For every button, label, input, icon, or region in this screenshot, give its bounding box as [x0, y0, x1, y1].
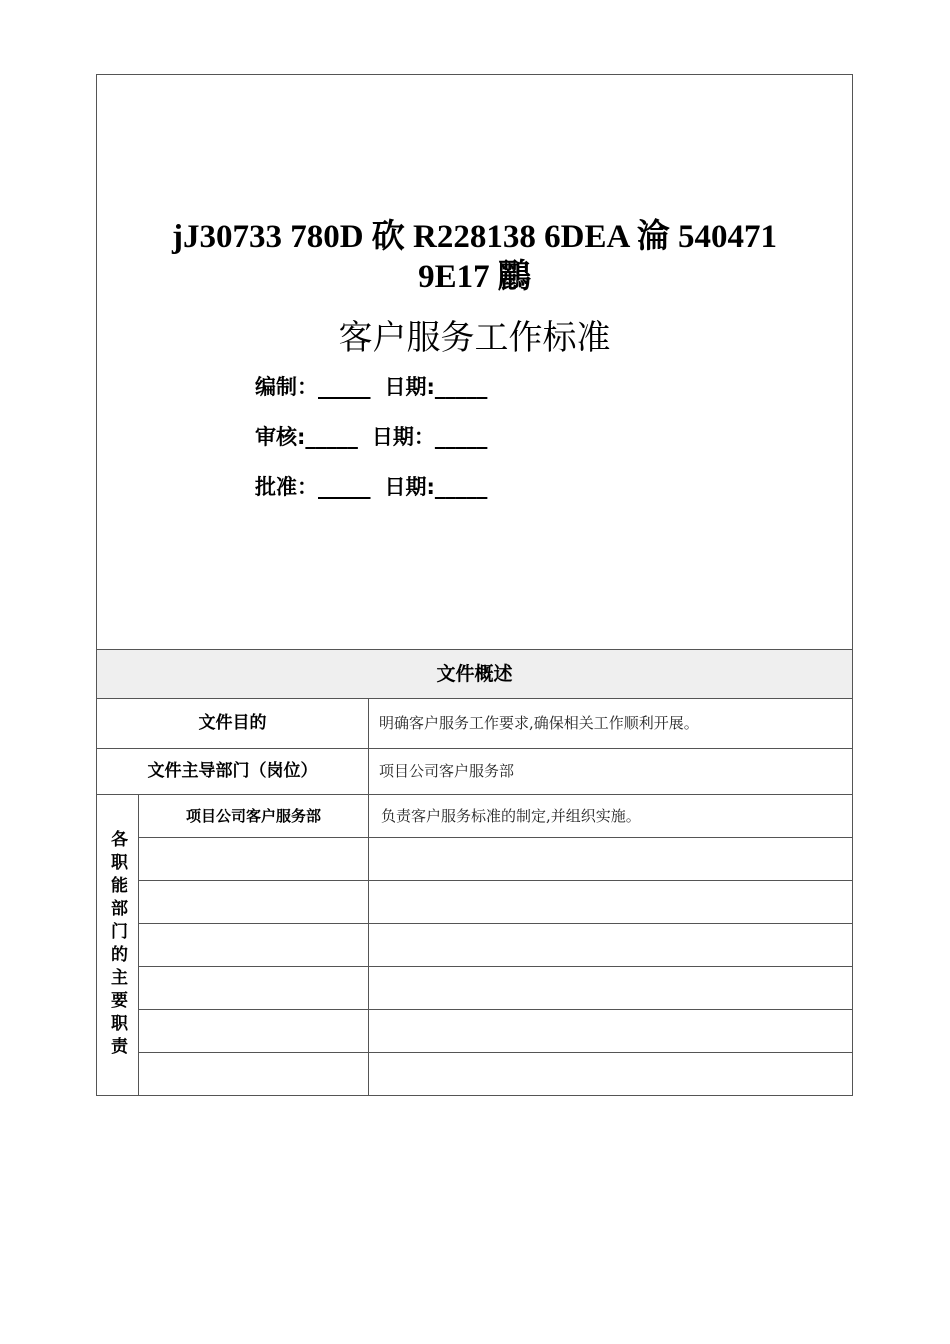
dept-cell [139, 924, 369, 966]
purpose-value: 明确客户服务工作要求,确保相关工作顺利开展。 [379, 714, 699, 732]
duty-cell [369, 881, 852, 923]
dept-cell [139, 1010, 369, 1052]
table-row [139, 967, 852, 1010]
dept-cell [139, 967, 369, 1009]
compile-date-field: 日期:_____ [384, 375, 488, 399]
table-row [139, 1053, 852, 1095]
table-row [139, 795, 852, 838]
duties-table [139, 795, 852, 1095]
dept-cell [139, 881, 369, 923]
sign-row-approve [255, 473, 487, 501]
approve-date-field: 日期:_____ [384, 475, 488, 499]
lead-dept-label: 文件主导部门（岗位） [97, 749, 369, 794]
duty-cell [369, 924, 852, 966]
overview-table [97, 649, 852, 1095]
document-frame [96, 74, 853, 1096]
dept-cell [139, 1053, 369, 1095]
dept-cell [139, 838, 369, 880]
lead-dept-value: 项目公司客户服务部 [379, 762, 515, 780]
purpose-label: 文件目的 [97, 699, 369, 748]
duties-side-label-cell [97, 795, 139, 1095]
purpose-row [97, 699, 852, 749]
duty-cell [369, 1010, 852, 1052]
review-field: 审核:_____ [255, 425, 358, 449]
duties-side-label: 各职能部门的主要职责 [107, 830, 127, 1060]
code-title [97, 217, 852, 297]
lead-dept-row [97, 749, 852, 795]
dept-cell: 项目公司客户服务部 [139, 795, 369, 837]
code-title-line2: 9E17 鸝 [418, 259, 531, 295]
table-row [139, 881, 852, 924]
table-row [139, 1010, 852, 1053]
sign-row-compile [255, 373, 487, 401]
cover-section [97, 75, 852, 649]
overview-heading: 文件概述 [97, 649, 852, 699]
page-title: 客户服务工作标准 [338, 318, 611, 358]
table-row [139, 838, 852, 881]
duties-section [97, 795, 852, 1095]
approve-field: 批准：_____ [255, 475, 371, 499]
compile-field: 编制：_____ [255, 375, 371, 399]
duty-cell [369, 1053, 852, 1095]
review-date-field: 日期：_____ [371, 425, 488, 449]
duty-cell: 负责客户服务标准的制定,并组织实施。 [381, 807, 641, 825]
table-row [139, 924, 852, 967]
duty-cell [369, 838, 852, 880]
code-title-line1: jJ30733 780D 砍 R228138 6DEA 淪 540471 [171, 219, 777, 255]
sign-row-review [255, 423, 487, 451]
duty-cell [369, 967, 852, 1009]
